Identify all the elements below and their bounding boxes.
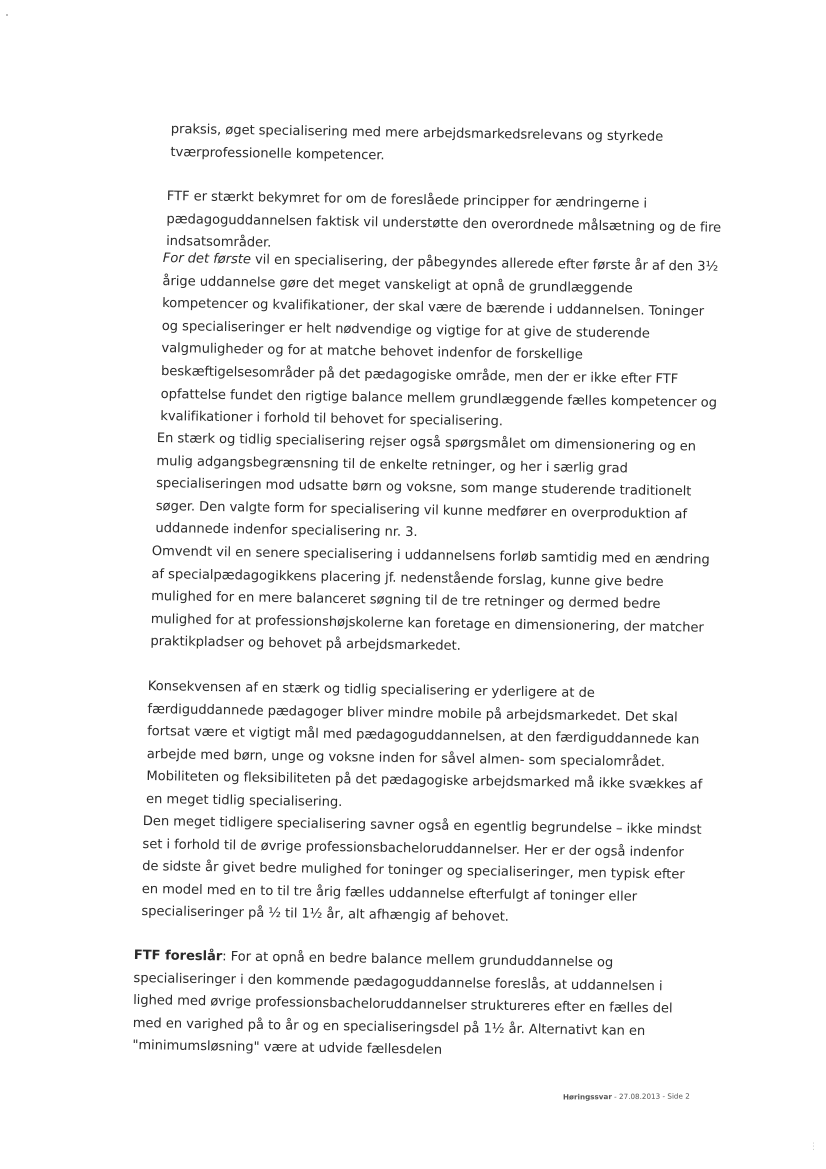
scan-mark-corner: ⋮ xyxy=(809,1142,818,1152)
paragraph-lead-bold: FTF foreslår xyxy=(133,947,223,965)
paragraph-8 xyxy=(132,945,694,1067)
paragraph-3 xyxy=(160,248,723,438)
paragraph-7 xyxy=(141,811,703,933)
paragraph-text: FTF er stærkt bekymret for om de foreslåede principper for ændringerne i pædagoguddannelsen faktisk vil understøtte den overordnede målsætning og de fire indsatsområder. xyxy=(166,188,722,251)
paragraph-6 xyxy=(146,676,708,820)
footer-label: Høringssvar xyxy=(562,1092,612,1102)
paragraph-text: Omvendt vil en senere specialisering i uddannelsens forløb samtidig med en ændring af specialpædagogikkens placering jf. nedenstående forslag, kunne give bedre mulighed for en mere balanceret søgning til de tre retninger og dermed bedre mulighed for at professionshøjskolerne kan foretage en dimensionering, der matcher praktikpladser og behovet på arbejdsmarkedet. xyxy=(150,543,710,655)
paragraph-text: praksis, øget specialisering med mere arbejdsmarkedsrelevans og styrkede tværprofessionelle kompetencer. xyxy=(170,121,664,163)
paragraph-text: Den meget tidligere specialisering savner også en egentlig begrundelse – ikke mindst set i forhold til de øvrige professionsbacheloruddannelser. Her er der også indenfor de sidste år givet bedre mulighed for toninger og specialiseringer, men typisk efter en model med en to til tre årig fælles uddannelse efterfulgt af toninger eller specialiseringer på ½ til 1½ år, alt afhængig af behovet. xyxy=(141,813,702,926)
paragraph-text: En stærk og tidlig specialisering rejser også spørgsmålet om dimensionering og en mulig adgangsbegrænsning til de enkelte retninger, og her i særlig grad specialiseringen mod udsatte børn og voksne, som mange studerende traditionelt søger. Den valgte form for specialisering vil kunne medfører en overproduktion af uddannede indenfor specialisering nr. 3. xyxy=(155,430,697,541)
footer-date: - 27.08.2013 - xyxy=(611,1091,668,1102)
paragraph-1 xyxy=(170,119,731,173)
paragraph-5 xyxy=(150,541,712,663)
scan-mark xyxy=(6,14,8,16)
paragraph-text: Konsekvensen af en stærk og tidlig specialisering er yderligere at de færdiguddannede pædagoger bliver mindre mobile på arbejdsmarkedet. Det skal fortsat være et vigtigt mål med pædagoguddannelsen, at den færdiguddannede kan arbejde med børn, unge og voksne inden for såvel almen- som specialområdet. Mobiliteten og fleksibiliteten på det pædagogiske arbejdsmarked må ikke svækkes af en meget tidlig specialisering. xyxy=(145,678,703,811)
paragraph-text: : For at opnå en bedre balance mellem grunduddannelse og specialiseringer i den kommende pædagoguddannelse foreslås, at uddannelsen i lighed med øvrige professionsbacheloruddannelser struktureres efter en fælles del med en varighed på to år og en specialiseringsdel på 1½ år. Alternativt kan en "minimumsløsning" være at udvide fællesdelen xyxy=(132,949,673,1059)
page-footer xyxy=(563,1092,690,1102)
paragraph-lead-italic: For det første xyxy=(162,250,252,268)
paragraph-text: vil en specialisering, der påbegyndes allerede efter første år af den 3½ årige uddannelse gøre det meget vanskeligt at opnå de grundlæggende kompetencer og kvalifikationer, der skal være de bærende i uddannelsen. Toninger og specialiseringer er helt nødvendige og vigtige for at give de studerende valgmuligheder og for at matche behovet indenfor de forskellige beskæftigelsesområder på det pædagogiske område, men der er ikke efter FTF opfattelse fundet den rigtige balance mellem grundlæggende fælles kompetencer og kvalifikationer i forhold til behovet for specialisering. xyxy=(160,252,719,430)
footer-page-number: Side 2 xyxy=(667,1091,690,1101)
paragraph-4 xyxy=(155,428,717,550)
